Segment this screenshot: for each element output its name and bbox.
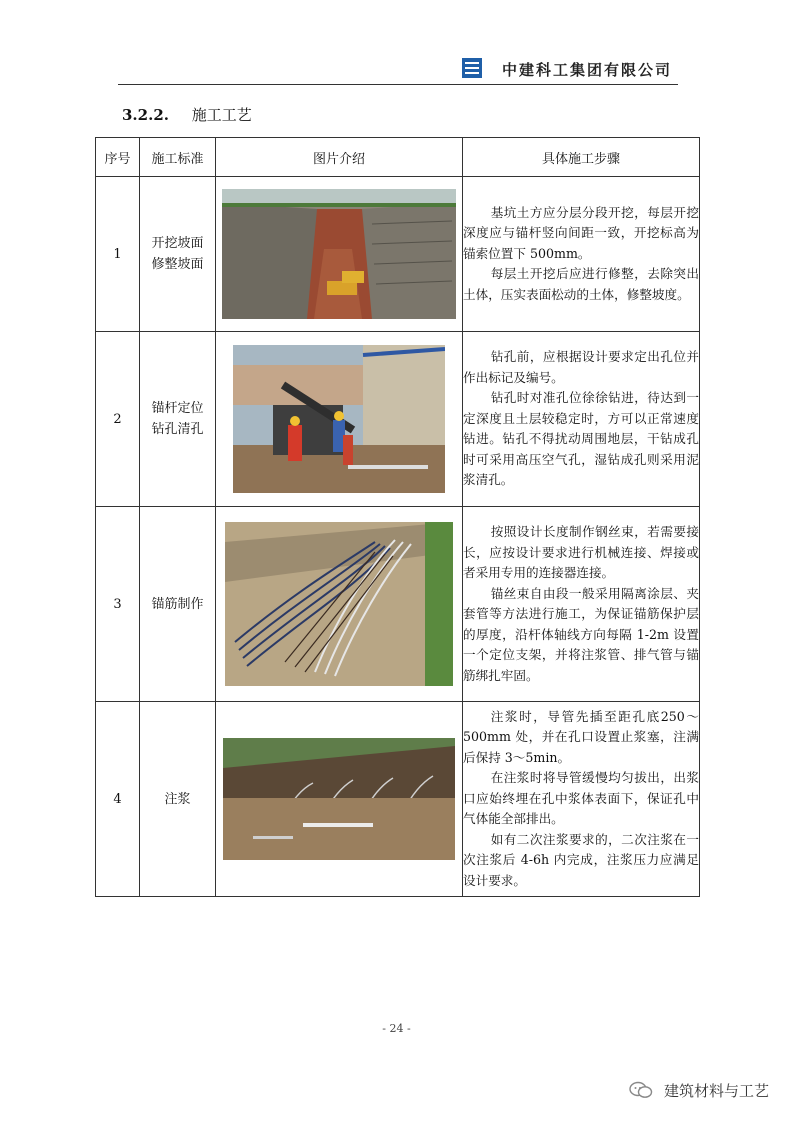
header-standard: 施工标准 bbox=[140, 138, 216, 177]
table-row bbox=[96, 702, 700, 897]
table-row bbox=[96, 507, 700, 702]
row-steps: 按照设计长度制作钢丝束，若需要接长，应按设计要求进行机械连接、焊接或者采用专用的连接器连接。 锚丝束自由段一般采用隔离涂层、夹套管等方法进行施工，为保证锚筋保护层的厚度，沿杆体轴线方向每隔 1-2m 设置一个定位支架，并将注浆管、排气管与锚筋绑扎牢固。 bbox=[463, 507, 700, 702]
row-steps: 钻孔前，应根据设计要求定出孔位并作出标记及编号。 钻孔时对准孔位徐徐钻进，待达到一定深度且土层较稳定时，方可以正常速度钻进。钻孔不得扰动周围地层，干钻成孔时可采用高压空气孔，湿钻成孔则采用泥浆清孔。 bbox=[463, 332, 700, 507]
watermark-text: 建筑材料与工艺 bbox=[663, 1082, 769, 1100]
section-title: 施工工艺 bbox=[191, 106, 252, 124]
drilling-rig-photo bbox=[233, 345, 445, 493]
page-number: - 24 - bbox=[382, 1022, 411, 1035]
table-row bbox=[96, 177, 700, 332]
excavation-slope-photo bbox=[222, 189, 456, 319]
process-table bbox=[95, 137, 700, 897]
table-row bbox=[96, 332, 700, 507]
row-standard: 注浆 bbox=[140, 702, 216, 897]
row-photo-cell bbox=[216, 702, 463, 897]
row-standard: 锚筋制作 bbox=[140, 507, 216, 702]
page-header bbox=[118, 56, 678, 85]
anchor-tendon-photo bbox=[225, 522, 453, 686]
row-photo-cell bbox=[216, 332, 463, 507]
row-photo-cell bbox=[216, 177, 463, 332]
company-logo-icon bbox=[462, 58, 482, 78]
header-steps: 具体施工步骤 bbox=[463, 138, 700, 177]
table-header-row bbox=[96, 138, 700, 177]
row-index: 4 bbox=[96, 702, 140, 897]
row-index: 3 bbox=[96, 507, 140, 702]
row-photo-cell bbox=[216, 507, 463, 702]
header-photo: 图片介绍 bbox=[216, 138, 463, 177]
header-index: 序号 bbox=[96, 138, 140, 177]
row-steps: 注浆时，导管先插至距孔底250～500mm 处，并在孔口设置止浆塞，注满后保持 3～5min。 在注浆时将导管缓慢均匀拔出，出浆口应始终埋在孔中浆体表面下，保证孔中气体能全部排出。 如有二次注浆要求的，二次注浆在一次注浆后 4-6h 内完成，注浆压力应满足设计要求。 bbox=[463, 702, 700, 897]
section-number: 3.2.2. bbox=[122, 106, 169, 124]
row-standard: 锚杆定位 钻孔清孔 bbox=[140, 332, 216, 507]
section-heading bbox=[122, 104, 252, 125]
company-name: 中建科工集团有限公司 bbox=[501, 61, 672, 79]
row-index: 2 bbox=[96, 332, 140, 507]
row-steps: 基坑土方应分层分段开挖，每层开挖深度应与锚杆竖向间距一致，开挖标高为锚索位置下 500mm。 每层土开挖后应进行修整，去除突出土体，压实表面松动的土体，修整坡度。 bbox=[463, 177, 700, 332]
row-standard: 开挖坡面 修整坡面 bbox=[140, 177, 216, 332]
wechat-icon bbox=[629, 1081, 653, 1103]
grouting-photo bbox=[223, 738, 455, 860]
row-index: 1 bbox=[96, 177, 140, 332]
watermark bbox=[629, 1080, 769, 1103]
